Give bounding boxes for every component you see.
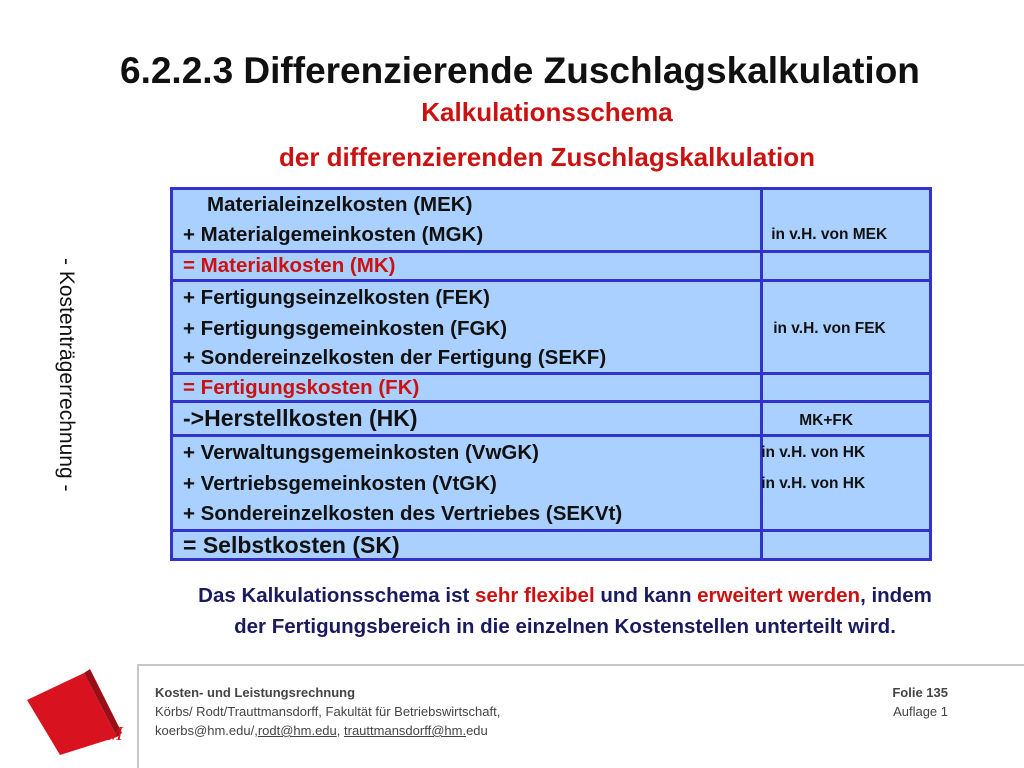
mgk-basis: in v.H. von MEK [771,226,888,243]
fgk-basis: in v.H. von FEK [773,320,886,337]
sk-line: = Selbstkosten (SK) [183,532,400,558]
material-right-cell [762,189,931,252]
mgk-line: + Materialgemeinkosten (MGK) [183,223,484,246]
email-koerbs[interactable]: koerbs@hm.edu/, [155,723,258,738]
footer-slide-info [860,683,948,721]
hk-line: ->Herstellkosten (HK) [183,405,418,431]
footer-vertical-divider [137,664,139,768]
vtgk-line: + Vertriebsgemeinkosten (VtGK) [183,472,497,495]
mek-line: Materialeinzelkosten (MEK) [207,193,473,216]
sekvt-line: + Sondereinzelkosten des Vertriebes (SEKVt) [183,502,623,525]
note-highlight-erweitert: erweitert werden [697,584,861,607]
material-cell [172,189,762,252]
fk-line: = Fertigungskosten (FK) [183,376,420,399]
slide-number: Folie 135 [892,685,948,700]
slide-title: 6.2.2.3 Differenzierende Zuschlagskalkulation [120,50,920,91]
note-text-2: und kann [594,584,698,607]
material-row [172,189,931,252]
footer-authors: Körbs/ Rodt/Trauttmansdorff, Fakultät für Betriebswirtschaft, [155,704,501,719]
edition: Auflage 1 [893,704,948,719]
email-tail: edu [466,723,488,738]
email-separator: , [336,723,345,738]
hm-logo-icon [22,655,132,755]
fertigung-row [172,281,931,374]
vwgk-line: + Verwaltungsgemeinkosten (VwGK) [183,441,539,464]
hk-row [172,402,931,436]
sekf-line: + Sondereinzelkosten der Fertigung (SEKF) [183,346,607,369]
vwgk-basis: in v.H. von HK [761,444,866,461]
note-text-3: , indem der Fertigungsbereich in die einzelnen Kostenstellen unterteilt wird. [234,584,932,638]
fgk-line: + Fertigungsgemeinkosten (FGK) [183,317,508,340]
vtgk-basis: in v.H. von HK [761,475,866,492]
subtitle-differenzierend: der differenzierenden Zuschlagskalkulation [278,142,816,172]
logo-letter: M [106,723,123,745]
mk-row [172,252,931,281]
email-trauttmansdorff-link[interactable]: trauttmansdorff@hm. [344,723,467,738]
footer-info [155,683,500,740]
hk-basis: MK+FK [799,412,854,429]
schema-note [190,580,940,642]
sk-row [172,531,931,560]
side-label: - Kostenträgerrechnung - [55,258,78,492]
note-text-1: Das Kalkulationsschema ist [198,584,476,607]
email-rodt-link[interactable]: rodt@hm.edu [257,723,337,738]
vertrieb-row [172,436,931,531]
calculation-schema-table [170,187,932,561]
footer-emails [155,721,500,740]
mk-line: = Materialkosten (MK) [183,254,396,277]
footer-divider [137,664,1024,666]
fk-row [172,374,931,402]
note-highlight-flexibel: sehr flexibel [475,584,595,607]
footer-course: Kosten- und Leistungsrechnung [155,685,356,700]
subtitle-schema: Kalkulationsschema [421,97,673,127]
fek-line: + Fertigungseinzelkosten (FEK) [183,286,490,309]
